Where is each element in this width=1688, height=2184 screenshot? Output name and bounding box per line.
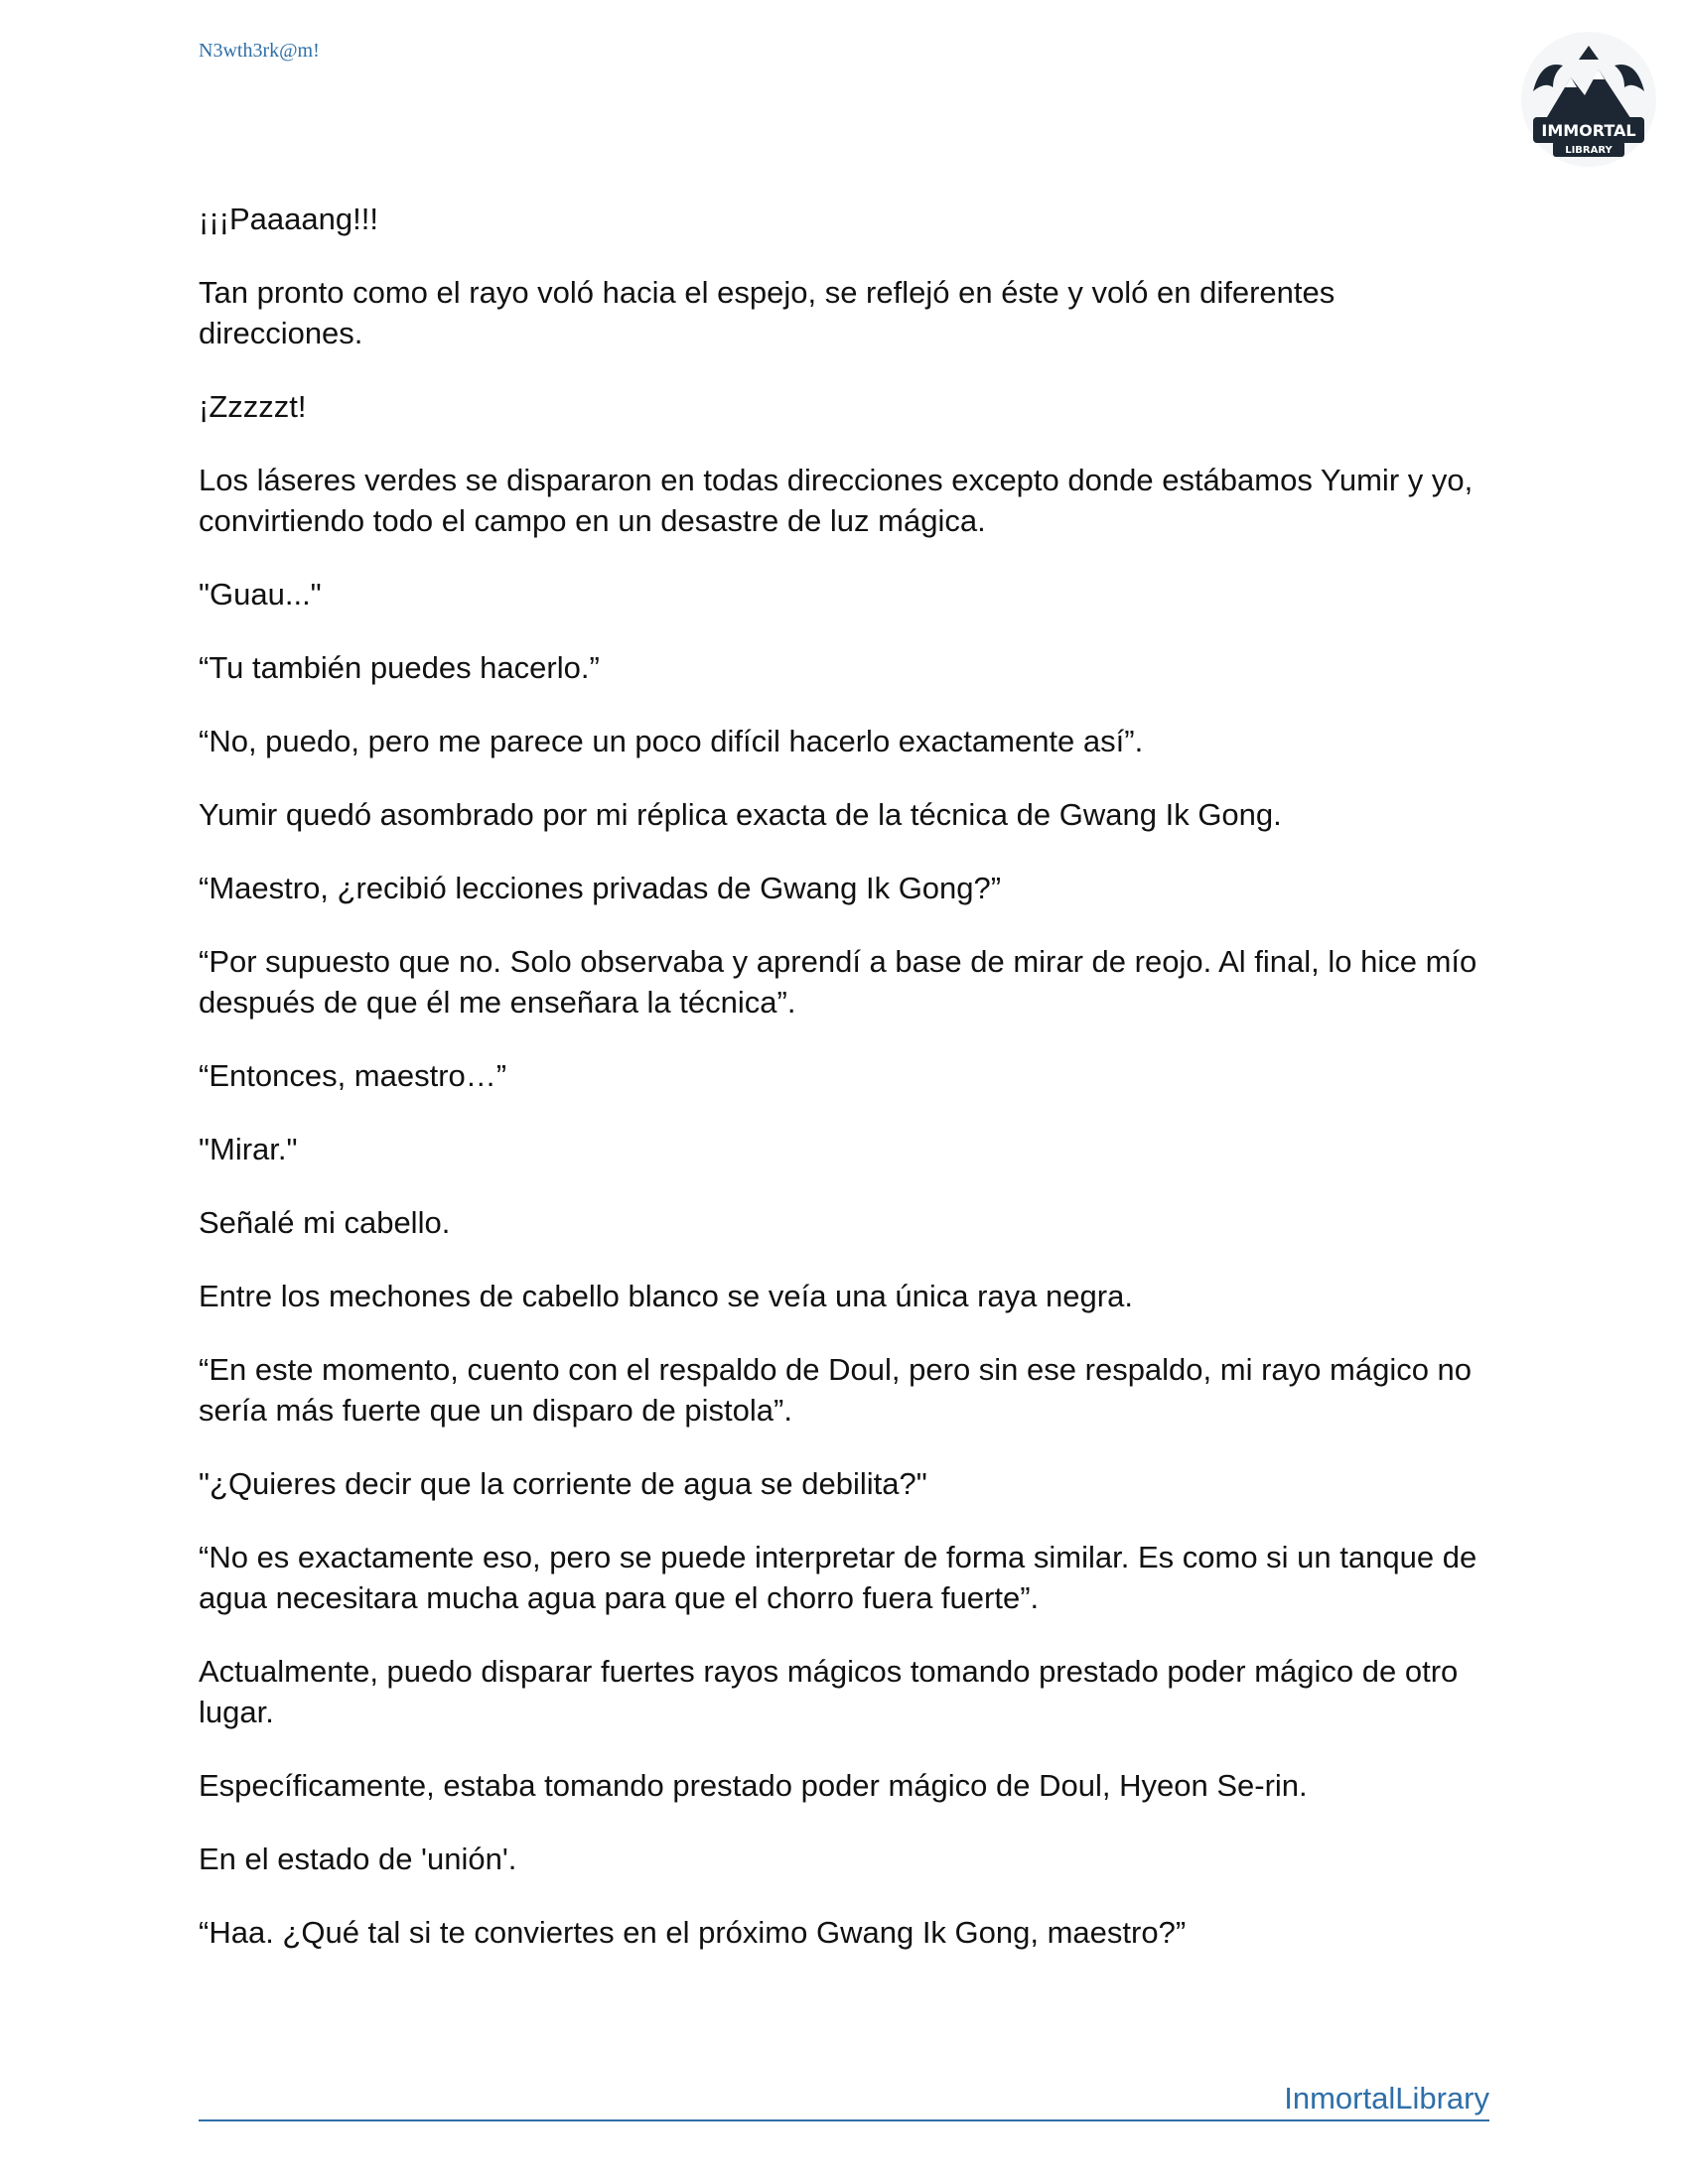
footer-rule <box>199 2080 1489 2121</box>
paragraph: Actualmente, puedo disparar fuertes rayos mágicos tomando prestado poder mágico de otro lugar. <box>199 1654 1459 1729</box>
paragraph: "¿Quieres decir que la corriente de agua se debilita?" <box>199 1466 927 1501</box>
paragraph: Yumir quedó asombrado por mi réplica exacta de la técnica de Gwang Ik Gong. <box>199 797 1282 832</box>
paragraph: ¡¡¡Paaaang!!! <box>199 202 378 236</box>
paragraph: “No es exactamente eso, pero se puede interpretar de forma similar. Es como si un tanque de agua necesitara mucha agua para que el chorro fuera fuerte”. <box>199 1540 1477 1615</box>
paragraph: En el estado de 'unión'. <box>199 1842 517 1876</box>
header-watermark: N3wth3rk@m! <box>199 40 320 62</box>
document-body <box>199 199 1499 1985</box>
paragraph: "Guau..." <box>199 577 322 612</box>
paragraph: “Maestro, ¿recibió lecciones privadas de Gwang Ik Gong?” <box>199 871 1002 905</box>
paragraph: “Entonces, maestro…” <box>199 1058 507 1093</box>
paragraph: “En este momento, cuento con el respaldo de Doul, pero sin ese respaldo, mi rayo mágico no sería más fuerte que un disparo de pistola”. <box>199 1352 1473 1428</box>
immortal-library-logo-icon <box>1519 30 1658 169</box>
paragraph: Entre los mechones de cabello blanco se veía una única raya negra. <box>199 1279 1133 1313</box>
paragraph: Tan pronto como el rayo voló hacia el espejo, se reflejó en éste y voló en diferentes direcciones. <box>199 275 1336 350</box>
paragraph: "Mirar." <box>199 1132 298 1166</box>
footer-link[interactable]: InmortalLibrary <box>1284 2081 1489 2116</box>
paragraph: “No, puedo, pero me parece un poco difícil hacerlo exactamente así”. <box>199 724 1144 758</box>
paragraph: “Haa. ¿Qué tal si te conviertes en el próximo Gwang Ik Gong, maestro?” <box>199 1915 1187 1950</box>
paragraph: “Por supuesto que no. Solo observaba y aprendí a base de mirar de reojo. Al final, lo hice mío después de que él me enseñara la técnica”. <box>199 944 1477 1020</box>
paragraph: “Tu también puedes hacerlo.” <box>199 650 600 685</box>
paragraph: Señalé mi cabello. <box>199 1205 451 1240</box>
paragraph: ¡Zzzzzt! <box>199 389 307 424</box>
paragraph: Específicamente, estaba tomando prestado poder mágico de Doul, Hyeon Se-rin. <box>199 1768 1308 1803</box>
logo-text-line2: LIBRARY <box>1565 145 1613 156</box>
logo-text-line1: IMMORTAL <box>1541 121 1636 140</box>
paragraph: Los láseres verdes se dispararon en todas direcciones excepto donde estábamos Yumir y yo, convirtiendo todo el campo en un desastre de luz mágica. <box>199 463 1474 538</box>
